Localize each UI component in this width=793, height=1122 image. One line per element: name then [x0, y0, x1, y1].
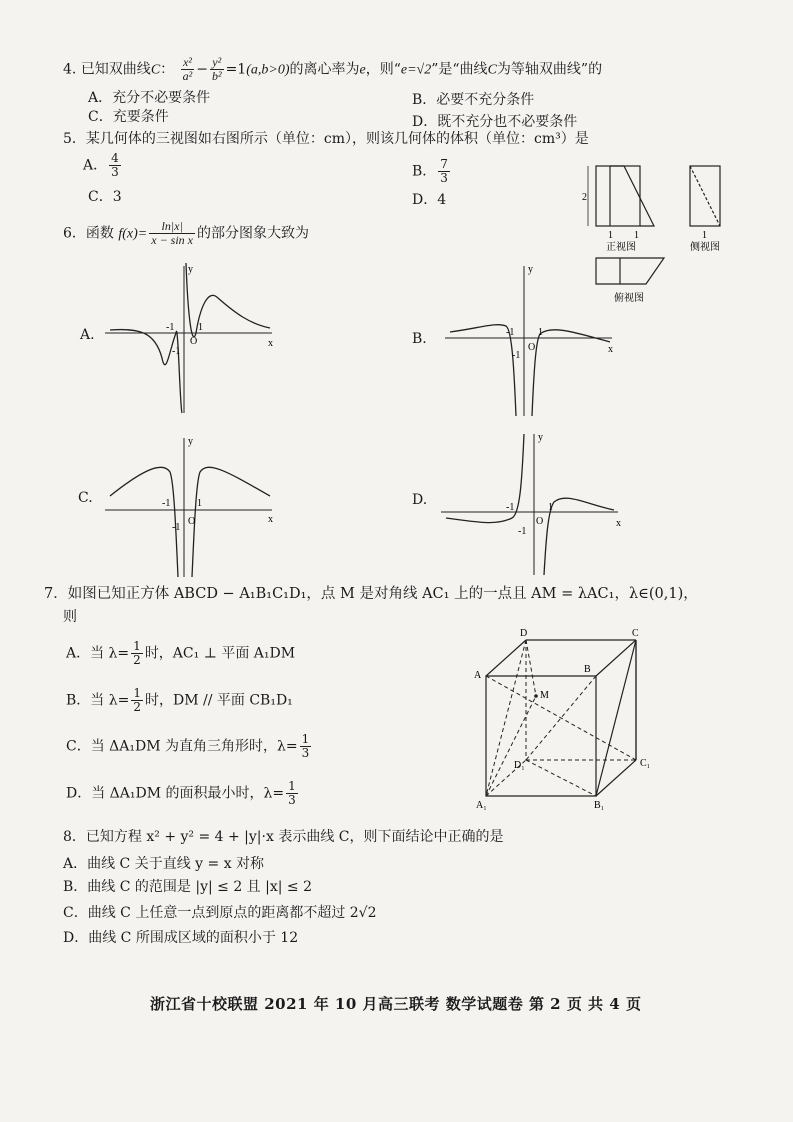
graph-a-origin: O [190, 336, 198, 347]
dim-2: 2 [582, 192, 587, 203]
graph-a-label: A. [80, 327, 95, 343]
q7-option-c: C．当 ΔA₁DM 为直角三角形时，λ= $\frac{1}{3}$ [66, 732, 310, 760]
graph-b-y: y [528, 264, 533, 275]
graph-d [436, 430, 626, 580]
graph-a-1: 1 [198, 322, 203, 333]
cube-label-b1: B₁ [594, 800, 605, 811]
q4-option-c: C．充要条件 [88, 109, 169, 125]
q7-stem-line1: 7．如图已知正方体 ABCD − A₁B₁C₁D₁，点 M 是对角线 AC₁ 上的一点且 AM = λAC₁，λ∈(0,1)， [44, 586, 698, 602]
cube-figure [470, 628, 670, 812]
cube-label-d: D [520, 628, 528, 639]
graph-c-label: C. [78, 490, 93, 506]
graph-d-origin: O [536, 516, 544, 527]
q6-frac: $\frac{\ln|x|}{\text{x − sin x}}$ [151, 219, 194, 247]
side-view [690, 166, 720, 226]
graph-b-origin: O [528, 342, 536, 353]
cube-label-d1: D₁ [514, 760, 525, 771]
q4-option-a: A．充分不必要条件 [88, 90, 211, 106]
q8-option-c: C．曲线 C 上任意一点到原点的距离都不超过 2√2 [63, 905, 377, 921]
cube-label-b: B [584, 664, 591, 675]
top-view-label: 俯视图 [614, 293, 644, 304]
q8-option-d: D．曲线 C 所围成区域的面积小于 12 [63, 930, 299, 946]
q5-option-d: D．4 [412, 192, 447, 208]
graph-d-1: 1 [548, 502, 553, 513]
side-view-label: 侧视图 [690, 242, 720, 253]
graph-b-x: x [608, 344, 613, 355]
graph-c-1: 1 [197, 498, 202, 509]
cube-label-a: A [474, 670, 482, 681]
q5-option-b: B． $\frac{7}{3}$ [412, 157, 448, 185]
q8-option-a: A．曲线 C 关于直线 y = x 对称 [63, 856, 265, 872]
graph-c-y: y [188, 436, 193, 447]
graph-a-y: y [188, 264, 193, 275]
q4-frac-x: $\frac{\text{x²}}{\text{a²}}$ [182, 55, 193, 83]
q5-option-a: A． $\frac{4}{3}$ [83, 151, 119, 179]
cube-label-m: M [540, 690, 549, 701]
q8-stem: 8．已知方程 x² + y² = 4 + |y|·x 表示曲线 C，则下面结论中正确的是 [63, 829, 504, 845]
q7-option-a: A．当 λ= $\frac{1}{2}$ 时，AC₁ ⊥ 平面 A₁DM [66, 639, 296, 667]
dim-1c: 1 [702, 230, 707, 241]
graph-b-label: B. [412, 331, 427, 347]
front-view-label: 正视图 [606, 242, 636, 253]
q7-stem-line2: 则 [63, 609, 77, 625]
graph-c-neg1y: -1 [172, 522, 181, 533]
front-view [588, 166, 654, 226]
graph-d-x: x [616, 518, 621, 529]
q4-frac-y: $\frac{\text{y²}}{\text{b²}}$ [211, 55, 222, 83]
graph-d-label: D. [412, 492, 428, 508]
cube-label-c: C [632, 628, 639, 639]
q4-stem: 4. 已知双曲线C： $\frac{\text{x²}}{\text{a²}}$ − $\frac{\text{y²}}{\text{b²}}$ =1(a,b>0)的离心率为e，则“e=√2”是“曲线C为等轴双曲线”的 [63, 55, 603, 83]
point-m [534, 694, 538, 698]
graph-a-x: x [268, 338, 273, 349]
graph-d-neg1: -1 [506, 502, 515, 513]
q4-option-b: B．必要不充分条件 [412, 92, 535, 108]
graph-c-neg1: -1 [162, 498, 171, 509]
q6-stem: 6．函数 f(x)= $\frac{\ln|x|}{\text{x − sin x}}$ 的部分图象大致为 [63, 219, 310, 247]
graph-d-y: y [538, 432, 543, 443]
q7-option-b: B．当 λ= $\frac{1}{2}$ 时，DM // 平面 CB₁D₁ [66, 686, 293, 714]
graph-a [100, 258, 280, 418]
graph-b-neg1y: -1 [512, 350, 521, 361]
q5-option-c: C．3 [88, 189, 122, 205]
q4-option-d: D．既不充分也不必要条件 [412, 114, 578, 130]
page-footer: 浙江省十校联盟 2021 年 10 月高三联考 数学试题卷 第 2 页 共 4 页 [150, 995, 642, 1013]
graph-a-neg1y: -1 [172, 346, 181, 357]
cube-label-a1: A₁ [476, 800, 487, 811]
graph-d-neg1y: -1 [518, 526, 527, 537]
cube-label-c1: C₁ [640, 758, 651, 769]
q7-option-d: D．当 ΔA₁DM 的面积最小时，λ= $\frac{1}{3}$ [66, 779, 296, 807]
graph-c [100, 432, 280, 582]
graph-c-origin: O [188, 516, 196, 527]
graph-b-neg1: -1 [506, 327, 515, 338]
graph-a-neg1: -1 [166, 322, 175, 333]
graph-b-1: 1 [538, 327, 543, 338]
q5-stem: 5．某几何体的三视图如右图所示（单位：cm），则该几何体的体积（单位：cm³）是 [63, 131, 589, 147]
graph-c-x: x [268, 514, 273, 525]
graph-b [440, 258, 620, 418]
q8-option-b: B．曲线 C 的范围是 |y| ≤ 2 且 |x| ≤ 2 [63, 879, 312, 895]
dim-1a: 1 [608, 230, 613, 241]
dim-1b: 1 [634, 230, 639, 241]
